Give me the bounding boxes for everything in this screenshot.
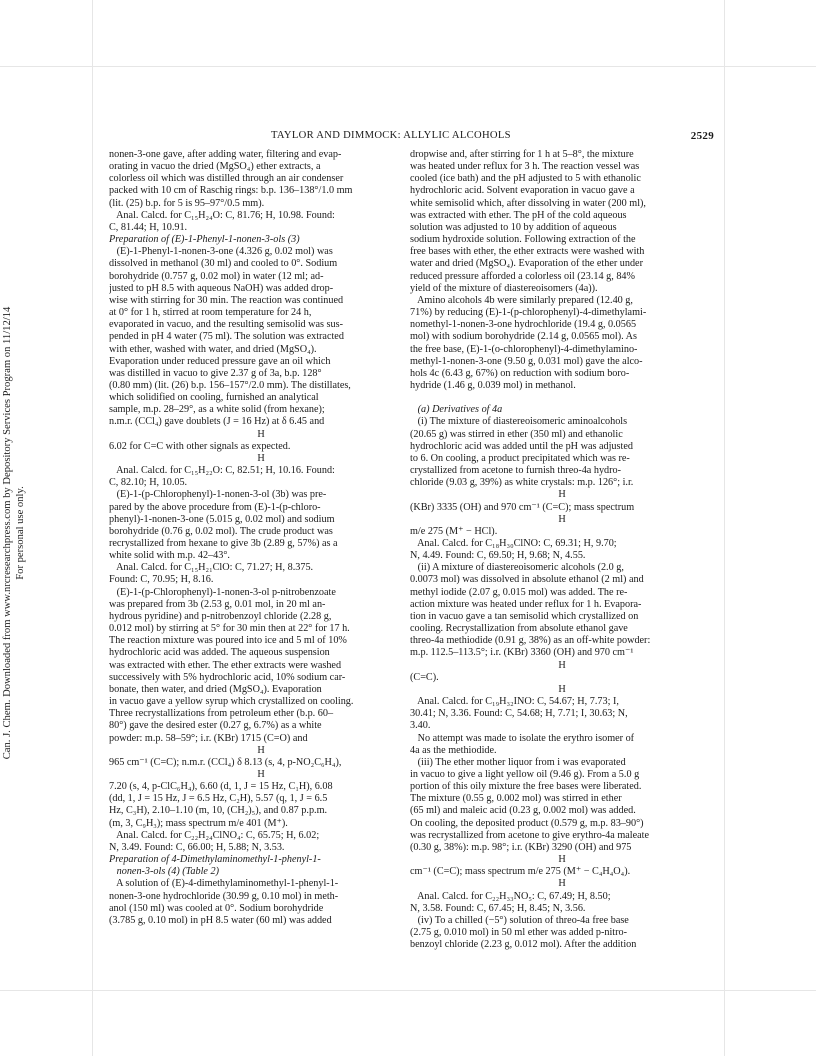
- text-line: Anal. Calcd. for C₁₅H₂₂O: C, 82.51; H, 10.16. Found:: [109, 465, 335, 477]
- text-line: (lit. (25) b.p. for 5 is 95–97°/0.5 mm).: [109, 197, 265, 209]
- text-line: H: [257, 768, 265, 780]
- text-line: cooling. Recrystallization from absolute ethanol gave: [410, 623, 628, 635]
- bottom-rule: [0, 990, 816, 991]
- text-line: white solid with m.p. 42–43°.: [109, 550, 230, 562]
- text-line: free bases with ether, the ether extracts were washed with: [410, 246, 645, 258]
- text-line: (ii) A mixture of diastereoisomeric alcohols (2.0 g,: [410, 562, 624, 574]
- top-rule: [0, 66, 816, 67]
- text-line: successively with 5% hydrochloric acid, 10% sodium car-: [109, 671, 346, 683]
- text-line: 71%) by reducing (E)-1-(p-chlorophenyl)-4-dimethylami-: [410, 307, 647, 319]
- text-line: was extracted with ether. The pH of the cold aqueous: [410, 209, 627, 221]
- text-line: reduced pressure afforded a colorless oil (23.14 g, 84%: [410, 270, 635, 282]
- text-line: hydrochloric acid was added. The aqueous suspension: [109, 647, 330, 659]
- text-line: at 0° for 1 h, stirred at room temperature for 24 h,: [109, 307, 312, 319]
- text-line: No attempt was made to isolate the erythro isomer of: [410, 732, 635, 744]
- text-line: N, 3.49. Found: C, 66.00; H, 5.88; N, 3.53.: [109, 841, 285, 853]
- text-line: Amino alcohols 4b were similarly prepared (12.40 g,: [410, 294, 633, 306]
- text-line: pended in pH 4 water (75 ml). The solution was extracted: [109, 331, 344, 343]
- text-line: H: [558, 489, 566, 501]
- text-line: tion in vacuo gave a tan semisolid which crystallized on: [410, 610, 639, 622]
- text-line: borohydride (0.76 g, 0.02 mol). The crude product was: [109, 525, 333, 537]
- text-line: Preparation of (E)-1-Phenyl-1-nonen-3-ols (3): [109, 234, 300, 246]
- text-line: action mixture was heated under reflux for 1 h. Evapora-: [410, 598, 642, 610]
- text-line: nomethyl-1-nonen-3-one hydrochloride (19.4 g, 0.0565: [410, 319, 637, 331]
- text-line: mol) with sodium borohydride (2.14 g, 0.0565 mol). As: [410, 331, 637, 343]
- text-line: sample, m.p. 28–29°, as a white solid (from hexane);: [109, 404, 325, 416]
- text-line: was heated under reflux for 3 h. The reaction vessel was: [410, 161, 640, 173]
- text-line: (a) Derivatives of 4a: [410, 404, 503, 416]
- text-line: H: [257, 452, 265, 464]
- text-line: Evaporation under reduced pressure gave an oil which: [109, 355, 331, 367]
- text-line: colorless oil which was distilled through an air condenser: [109, 173, 344, 185]
- text-line: (E)-1-(p-Chlorophenyl)-1-nonen-3-ol (3b) was pre-: [109, 489, 327, 501]
- text-line: nonen-3-one hydrochloride (30.99 g, 0.10 mol) in meth-: [109, 890, 339, 902]
- text-line: solution was adjusted to 10 by addition of aqueous: [410, 221, 617, 233]
- text-line: bonate, then water, and dried (MgSO₄). Evaporation: [109, 683, 322, 695]
- text-line: wise with stirring for 30 min. The reaction was continued: [109, 294, 344, 306]
- text-line: borohydride (0.757 g, 0.02 mol) in water (12 ml; ad-: [109, 270, 324, 282]
- text-line: Hz, C₃H), 2.10–1.10 (m, 10, (CH₂)₅), and 0.87 p.p.m.: [109, 805, 328, 817]
- text-line: C, 81.44; H, 10.91.: [109, 221, 188, 233]
- text-line: (iii) The ether mother liquor from i was evaporated: [410, 756, 626, 768]
- text-line: Anal. Calcd. for C₁₅H₂₄O: C, 81.76; H, 10.98. Found:: [109, 209, 335, 221]
- download-watermark: [1, 243, 27, 823]
- text-line: Found: C, 70.95; H, 8.16.: [109, 574, 214, 586]
- text-line: was recrystallized from acetone to give erythro-4a maleate: [410, 829, 650, 841]
- left-rule: [92, 0, 93, 1056]
- text-line: Preparation of 4-Dimethylaminomethyl-1-phenyl-1-: [109, 854, 321, 866]
- text-line: methyl iodide (2.07 g, 0.015 mol) was added. The re-: [410, 586, 628, 598]
- text-line: powder: m.p. 58–59°; i.r. (KBr) 1715 (C=O) and: [109, 732, 308, 744]
- text-line: (0.80 mm) (lit. (26) b.p. 156–157°/2.0 mm). The distillates,: [109, 379, 351, 391]
- text-line: hydrochloric acid was added until the pH was adjusted: [410, 440, 633, 452]
- text-line: water and dried (MgSO₄). Evaporation of the ether under: [410, 258, 643, 270]
- text-line: white semisolid which, after dissolving in water (200 ml),: [410, 197, 646, 209]
- text-line: in vacuo gave a yellow syrup which crystallized on cooling.: [109, 696, 354, 708]
- text-line: which solidified on cooling, furnished an analytical: [109, 392, 319, 404]
- text-line: Anal. Calcd. for C₁₅H₂₁ClO: C, 71.27; H, 8.375.: [109, 562, 314, 574]
- text-line: (E)-1-(p-Chlorophenyl)-1-nonen-3-ol p-nitrobenzoate: [109, 586, 336, 598]
- text-line: (3.785 g, 0.10 mol) in pH 8.5 water (60 ml) was added: [109, 914, 332, 926]
- text-line: to 6. On cooling, a product precipitated which was re-: [410, 452, 630, 464]
- text-line: (0.30 g, 38%): m.p. 98°; i.r. (KBr) 3290 (OH) and 975: [410, 841, 632, 853]
- text-line: was distilled in vacuo to give 2.37 g of 3a, b.p. 128°: [109, 367, 322, 379]
- text-line: m.p. 112.5–113.5°; i.r. (KBr) 3360 (OH) and 970 cm⁻¹: [410, 647, 634, 659]
- text-line: On cooling, the deposited product (0.579 g, m.p. 83–90°): [410, 817, 644, 829]
- text-line: N, 4.49. Found: C, 69.50; H, 9.68; N, 4.55.: [410, 550, 586, 562]
- text-line: threo-4a methiodide (0.91 g, 38%) as an off-white powder:: [410, 635, 651, 647]
- text-line: (2.75 g, 0.010 mol) in 50 ml ether was added p-nitro-: [410, 927, 628, 938]
- text-line: 30.41; N, 3.36. Found: C, 54.68; H, 7.71; I, 30.63; N,: [410, 708, 628, 720]
- right-column: [410, 149, 714, 951]
- text-line: H: [558, 513, 566, 525]
- text-line: hydrous pyridine) and p-nitrobenzoyl chloride (2.28 g,: [109, 610, 332, 622]
- text-line: H: [558, 878, 566, 890]
- text-line: A solution of (E)-4-dimethylaminomethyl-1-phenyl-1-: [109, 878, 339, 890]
- text-line: 0.012 mol) by stirring at 5° for 30 min then at 22° for 17 h.: [109, 623, 350, 635]
- text-line: C, 82.10; H, 10.05.: [109, 477, 188, 489]
- text-line: (65 ml) and maleic acid (0.23 g, 0.002 mol) was added.: [410, 805, 636, 817]
- text-line: (KBr) 3335 (OH) and 970 cm⁻¹ (C=C); mass spectrum: [410, 501, 635, 513]
- text-line: H: [558, 683, 566, 695]
- text-line: hydrochloric acid. Solvent evaporation in vacuo gave a: [410, 185, 635, 197]
- text-line: packed with 10 cm of Raschig rings: b.p. 136–138°/1.0 mm: [109, 185, 353, 197]
- text-line: N, 3.58. Found: C, 67.45; H, 8.45; N, 3.56.: [410, 902, 586, 914]
- text-line: (iv) To a chilled (−5°) solution of threo-4a free base: [410, 914, 629, 926]
- text-line: nonen-3-one gave, after adding water, filtering and evap-: [109, 149, 342, 160]
- text-line: Anal. Calcd. for C₁₈H₃₀ClNO: C, 69.31; H, 9.70;: [410, 538, 617, 549]
- text-line: 0.0073 mol) was dissolved in absolute ethanol (2 ml) and: [410, 574, 644, 586]
- text-line: H: [257, 744, 265, 756]
- text-line: crystallized from acetone to furnish threo-4a hydro-: [410, 465, 622, 477]
- text-line: 80°) gave the desired ester (0.27 g, 6.7%) as a white: [109, 720, 322, 732]
- text-line: H: [558, 659, 566, 671]
- text-line: yield of the mixture of diastereoisomers (4a)).: [410, 282, 598, 294]
- text-line: 4a as the methiodide.: [410, 744, 497, 756]
- text-line: in vacuo to give a light yellow oil (9.46 g). From a 5.0 g: [410, 768, 640, 780]
- text-line: Three recrystallizations from petroleum ether (b.p. 60–: [109, 708, 334, 720]
- watermark-line-2: For personal use only.: [15, 486, 26, 580]
- watermark-line-1: Can. J. Chem. Downloaded from www.nrcresearchpress.com by Depository Services Program on 11/12/14: [2, 306, 13, 760]
- text-line: portion of this oily mixture the free bases were liberated.: [410, 781, 642, 793]
- text-line: hols 4c (6.43 g, 67%) on reduction with sodium boro-: [410, 367, 630, 379]
- text-line: sodium hydroxide solution. Following extraction of the: [410, 234, 636, 246]
- text-line: m/e 275 (M⁺ − HCl).: [410, 525, 498, 537]
- text-line: (20.65 g) was stirred in ether (350 ml) and ethanolic: [410, 428, 623, 440]
- text-line: methyl-1-nonen-3-one (9.50 g, 0.031 mol) gave the alco-: [410, 355, 643, 367]
- text-line: cooled (ice bath) and the pH adjusted to 5 with ethanolic: [410, 173, 641, 185]
- text-line: 7.20 (s, 4, p-ClC₆H₄), 6.60 (d, 1, J = 15 Hz, C₁H), 6.08: [109, 781, 333, 793]
- text-line: orating in vacuo the dried (MgSO₄) ether extracts, a: [109, 161, 321, 173]
- text-line: chloride (9.03 g, 39%) as white crystals: m.p. 126°; i.r.: [410, 477, 634, 489]
- text-line: anol (150 ml) was cooled at 0°. Sodium borohydride: [109, 902, 324, 914]
- text-line: the free base, (E)-1-(o-chlorophenyl)-4-dimethylamino-: [410, 343, 638, 355]
- text-line: (E)-1-Phenyl-1-nonen-3-one (4.326 g, 0.02 mol) was: [109, 246, 333, 258]
- text-line: H: [257, 428, 265, 440]
- text-line: with ether, washed with water, and dried (MgSO₄).: [109, 343, 317, 355]
- text-line: was prepared from 3b (2.53 g, 0.01 mol, in 20 ml an-: [109, 598, 326, 610]
- text-line: 6.02 for C=C with other signals as expected.: [109, 440, 291, 452]
- text-line: (i) The mixture of diastereoisomeric aminoalcohols: [410, 416, 628, 428]
- running-header: [96, 130, 714, 144]
- text-line: (m, 3, C₉H₃); mass spectrum m/e 401 (M⁺).: [109, 817, 288, 829]
- text-line: Anal. Calcd. for C₂₂H₂₄ClNO₄: C, 65.75; H, 6.02;: [109, 829, 320, 841]
- text-line: dissolved in methanol (30 ml) and cooled to 0°. Sodium: [109, 258, 338, 270]
- text-line: The mixture (0.55 g, 0.002 mol) was stirred in ether: [410, 793, 622, 805]
- text-line: Anal. Calcd. for C₂₂H₃₃NO₅: C, 67.49; H, 8.50;: [410, 890, 611, 902]
- text-line: hydride (1.46 g, 0.039 mol) in methanol.: [410, 379, 576, 391]
- text-line: cm⁻¹ (C=C); mass spectrum m/e 275 (M⁺ − C₄H₄O₄).: [410, 866, 631, 878]
- text-line: (C=C).: [410, 671, 439, 683]
- text-line: dropwise and, after stirring for 1 h at 5–8°, the mixture: [410, 149, 634, 160]
- text-line: evaporated in vacuo, and the resulting semisolid was sus-: [109, 319, 343, 331]
- text-line: [410, 392, 714, 404]
- page-number: 2529: [690, 130, 714, 142]
- text-line: 3.40.: [410, 720, 431, 732]
- text-line: phenyl)-1-nonen-3-one (5.015 g, 0.02 mol) and sodium: [109, 513, 335, 525]
- text-line: Anal. Calcd. for C₁₉H₃₂INO: C, 54.67; H, 7.73; I,: [410, 696, 619, 708]
- text-line: was extracted with ether. The ether extracts were washed: [109, 659, 342, 671]
- text-line: pared by the above procedure from (E)-1-(p-chloro-: [109, 501, 321, 513]
- text-line: H: [558, 854, 566, 866]
- text-line: The reaction mixture was poured into ice and 5 ml of 10%: [109, 635, 347, 647]
- left-column: [109, 149, 413, 927]
- text-line: n.m.r. (CCl₄) gave doublets (J = 16 Hz) at δ 6.45 and: [109, 416, 325, 428]
- right-rule: [724, 0, 725, 1056]
- running-title: TAYLOR AND DIMMOCK: ALLYLIC ALCOHOLS: [271, 130, 511, 141]
- text-line: justed to pH 8.5 with aqueous NaOH) was added drop-: [109, 282, 334, 294]
- text-line: 965 cm⁻¹ (C=C); n.m.r. (CCl₄) δ 8.13 (s, 4, p-NO₂C₆H₄),: [109, 756, 342, 768]
- text-line: recrystallized from hexane to give 3b (2.89 g, 57%) as a: [109, 538, 338, 549]
- text-line: (dd, 1, J = 15 Hz, J = 6.5 Hz, C₂H), 5.57 (q, 1, J = 6.5: [109, 793, 328, 805]
- text-line: benzoyl chloride (2.23 g, 0.012 mol). After the addition: [410, 939, 637, 951]
- text-line: nonen-3-ols (4) (Table 2): [109, 866, 219, 878]
